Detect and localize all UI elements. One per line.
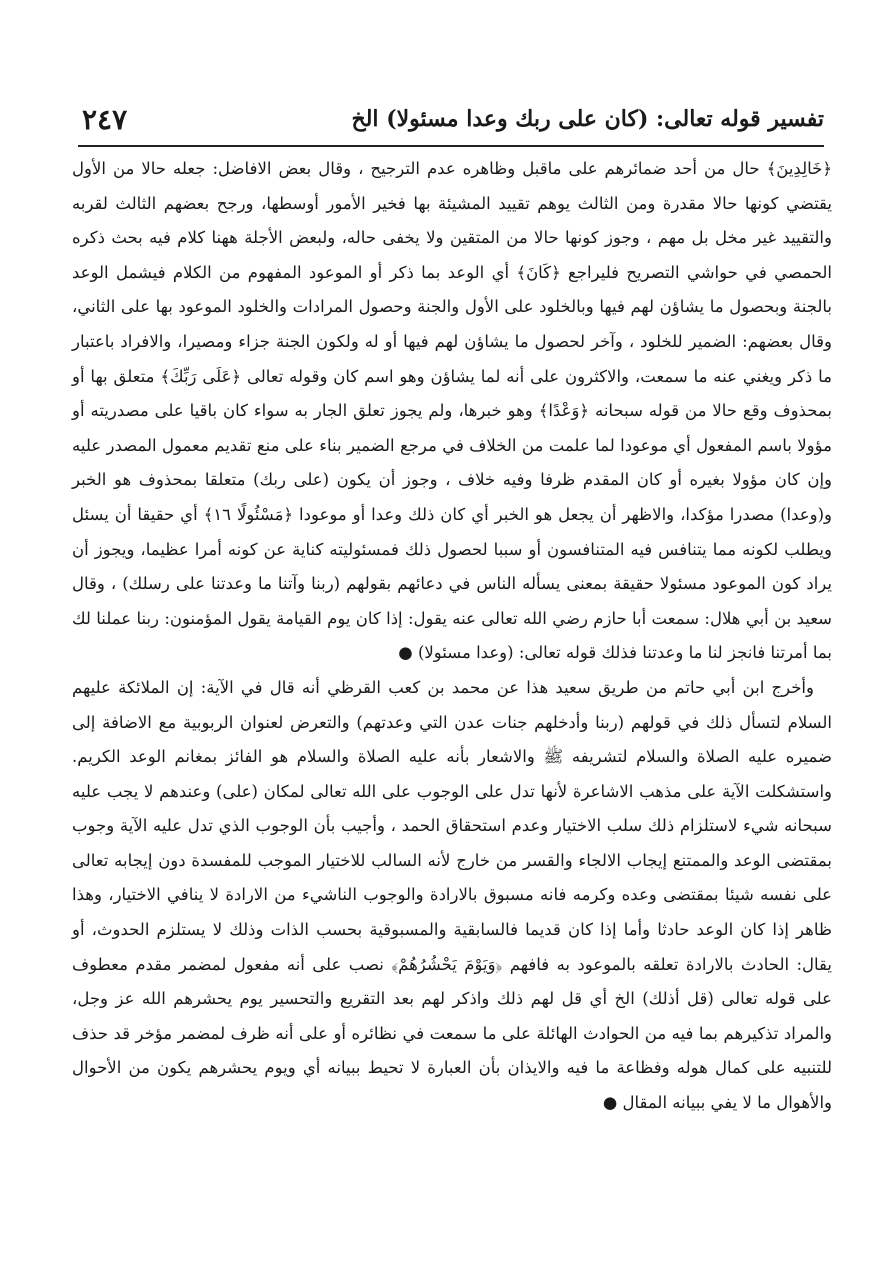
running-title: تفسير قوله تعالى: (كان على ربك وعدا مسئولا) الخ bbox=[351, 106, 824, 132]
header-divider bbox=[78, 145, 824, 147]
page-header bbox=[82, 98, 824, 140]
body-text bbox=[72, 152, 832, 1121]
paragraph-2: وأخرج ابن أبي حاتم من طريق سعيد هذا عن محمد بن كعب القرظي أنه قال في الآية: إن الملائكة عليهم السلام لتسأل ذلك في قولهم (ربنا وأدخلهم جنات عدن التي وعدتهم) والتعرض لعنوان الربوبية مع الاضافة إلى ضميره عليه الصلاة والسلام لتشريفه ﷺ والاشعار بأنه عليه الصلاة والسلام هو الفائز بمغانم الوعد الكريم. واستشكلت الآية على مذهب الاشاعرة لأنها تدل على الوجوب على الله تعالى لمكان (على) وعندهم لا يجب عليه سبحانه شيء لاستلزام ذلك سلب الاختيار وعدم استحقاق الحمد ، وأجيب بأن الوجوب الذي تدل عليه الآية وجوب بمقتضى الوعد والممتنع إيجاب الالجاء والقسر من خارج لأنه السالب للاختيار الموجب للمفسدة دون إيجابه تعالى على نفسه شيئا بمقتضى وعده وكرمه فانه مسبوق بالارادة والوجوب الناشيء من الارادة لا ينافي الاختيار، وهذا ظاهر إذا كان الوعد حادثا وأما إذا كان قديما فالسابقية والمسبوقية بحسب الذات وذلك لا يستلزم الحدوث، أو يقال: الحادث بالارادة تعلقه بالموعود به فافهم ﴿وَيَوْمَ يَحْشُرُهُمْ﴾ نصب على أنه مفعول لمضمر مقدم معطوف على قوله تعالى (قل أذلك) الخ أي قل لهم ذلك واذكر لهم بعد التقريع والتحسير يوم يحشرهم الله عز وجل، والمراد تذكيرهم بما فيه من الحوادث الهائلة على ما سمعت في نظائره أو على أنه ظرف لمضمر مؤخر قد حذف للتنبيه على كمال هوله وفظاعة ما فيه والايذان بأن العبارة لا تحيط ببيانه أي ويوم يحشرهم يكون من الأحوال والأهوال ما لا يفي ببيانه المقال ● bbox=[72, 677, 832, 1113]
page-number: ٢٤٧ bbox=[82, 102, 128, 136]
paragraph-1: ﴿خَالِدِينَ﴾ حال من أحد ضمائرهم على ماقبل وظاهره عدم الترجيح ، وقال بعض الافاضل: جعله حالا من الأول يقتضي كونها حالا مقدرة ومن الثالث يوهم تقييد المشيئة بها فخير الأمور أوسطها، ورجح بعضهم الثالث لقربه والتقييد غير مخل بل مهم ، وجوز كونها حالا من المتقين ولا يخفى حاله، ولبعض الأجلة ههنا كلام فيه بحث ذكره الحمصي في حواشي التصريح فليراجع ﴿كَانَ﴾ أي الوعد بما ذكر أو الموعود المفهوم من الكلام فيشمل الوعد بالجنة وبحصول ما يشاؤن لهم فيها وبالخلود على الأول والجنة وحصول المرادات والخلود الموعود بها على الثاني، وقال بعضهم: الضمير للخلود ، وآخر لحصول ما يشاؤن لهم فيها أو له ولكون الجنة جزاء ومصيرا، والافراد باعتبار ما ذكر ويغني عنه ما سمعت، والاكثرون على أنه لما يشاؤن وهو اسم كان وقوله تعالى ﴿عَلَى رَبِّكَ﴾ متعلق بها أو بمحذوف وقع حالا من قوله سبحانه ﴿وَعْدًا﴾ وهو خبرها، ولم يجوز تعلق الجار به سواء كان باقيا على مصدريته أو مؤولا باسم المفعول أي موعودا لما علمت من الخلاف في مرجع الضمير بناء على منع تقديم معمول المصدر عليه وإن كان مؤولا بغيره أو كان المقدم ظرفا وفيه خلاف ، وجوز أن يكون (على ربك) متعلقا بمحذوف هو الخبر و(وعدا) مصدرا مؤكدا، والاظهر أن يجعل هو الخبر أي كان ذلك وعدا أو موعودا ﴿مَسْئُولًا ١٦﴾ أي حقيقا أن يسئل ويطلب لكونه مما يتنافس فيه المتنافسون أو سببا لحصول ذلك فمسئوليته كناية عن كونه أمرا عظيما، ويجوز أن يراد كون الموعود مسئولا حقيقة بمعنى يسأله الناس في دعائهم بقولهم (ربنا وآتنا ما وعدتنا على رسلك) ، وقال سعيد بن أبي هلال: سمعت أبا حازم رضي الله تعالى عنه يقول: إذا كان يوم القيامة يقول المؤمنون: ربنا عملنا لك بما أمرتنا فانجز لنا ما وعدتنا فذلك قوله تعالى: (وعدا مسئولا) ● bbox=[72, 159, 832, 663]
